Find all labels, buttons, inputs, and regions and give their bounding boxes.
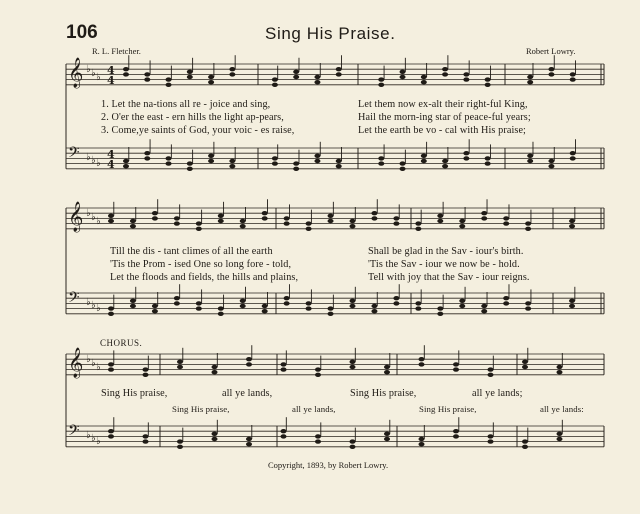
system1-verse3-b: Let the earth be vo - cal with His praise;	[358, 125, 526, 136]
note	[166, 77, 172, 81]
time-signature-bottom: 4	[107, 158, 115, 171]
note	[306, 227, 312, 231]
note	[328, 306, 334, 310]
composer-credit: Robert Lowry.	[526, 46, 576, 56]
note	[463, 77, 469, 81]
bass-clef-icon: 𝄢	[68, 289, 80, 310]
note	[393, 216, 399, 220]
note	[123, 72, 129, 76]
note	[437, 306, 443, 310]
note	[177, 439, 183, 443]
note	[152, 304, 158, 308]
note	[166, 156, 172, 160]
chorus-bass-lyric-3: Sing His praise,	[419, 404, 477, 414]
treble-clef-icon: 𝄞	[68, 348, 84, 378]
note	[187, 167, 193, 171]
note	[393, 296, 399, 300]
note	[143, 373, 149, 377]
note	[557, 370, 563, 374]
note	[229, 164, 235, 168]
flat-icon: ♭	[96, 436, 101, 447]
note	[481, 216, 487, 220]
note	[488, 367, 494, 371]
note	[144, 156, 150, 160]
note	[281, 429, 287, 433]
note	[488, 373, 494, 377]
system1-verse2-b: Hail the morn-ing star of peace-ful years;	[358, 112, 531, 123]
note	[485, 77, 491, 81]
note	[336, 159, 342, 163]
note	[218, 312, 224, 316]
note	[196, 227, 202, 231]
note	[152, 309, 158, 313]
note	[218, 219, 224, 223]
note	[503, 221, 509, 225]
note	[246, 437, 252, 441]
note	[421, 80, 427, 84]
note	[384, 432, 390, 436]
note	[108, 434, 114, 438]
note	[284, 301, 290, 305]
chorus-lyric-2: all ye lands,	[222, 388, 273, 399]
note	[240, 304, 246, 308]
note	[272, 77, 278, 81]
note	[488, 434, 494, 438]
chorus-bass-lyric-2: all ye lands,	[292, 404, 336, 414]
note	[350, 365, 356, 369]
note	[525, 306, 531, 310]
time-signature-top: 4	[107, 148, 115, 161]
note	[123, 159, 129, 163]
note	[281, 367, 287, 371]
note	[378, 161, 384, 165]
flat-icon: ♭	[91, 155, 96, 166]
note	[315, 373, 321, 377]
chorus-label: CHORUS.	[100, 338, 143, 348]
flat-icon: ♭	[96, 216, 101, 227]
note	[569, 224, 575, 228]
note	[293, 70, 299, 74]
note	[174, 216, 180, 220]
note	[481, 304, 487, 308]
note	[229, 67, 235, 71]
note	[315, 367, 321, 371]
note	[328, 219, 334, 223]
copyright-notice: Copyright, 1893, by Robert Lowry.	[268, 460, 389, 470]
note	[570, 72, 576, 76]
time-signature-top: 4	[107, 64, 115, 77]
note	[123, 164, 129, 168]
note	[481, 211, 487, 215]
note	[485, 83, 491, 87]
note	[144, 77, 150, 81]
note	[143, 367, 149, 371]
note	[453, 367, 459, 371]
flat-icon: ♭	[86, 430, 91, 441]
note	[569, 219, 575, 223]
note	[569, 304, 575, 308]
lyricist-credit: R. L. Fletcher.	[92, 46, 141, 56]
note	[315, 439, 321, 443]
bass-clef-icon: 𝄢	[68, 422, 80, 443]
note	[415, 221, 421, 225]
note	[229, 72, 235, 76]
note	[393, 221, 399, 225]
note	[218, 306, 224, 310]
system2-verse3-a: Let the floods and fields, the hills and plains,	[110, 272, 299, 283]
note	[208, 154, 214, 158]
note	[284, 221, 290, 225]
note	[208, 75, 214, 79]
note	[350, 219, 356, 223]
note	[527, 75, 533, 79]
note	[293, 161, 299, 165]
note	[212, 432, 218, 436]
note	[208, 159, 214, 163]
note	[384, 437, 390, 441]
note	[400, 161, 406, 165]
note	[229, 159, 235, 163]
note	[306, 306, 312, 310]
flat-icon: ♭	[96, 303, 101, 314]
note	[174, 301, 180, 305]
note	[570, 77, 576, 81]
note	[569, 299, 575, 303]
note	[174, 296, 180, 300]
note	[314, 159, 320, 163]
flat-icon: ♭	[86, 354, 91, 365]
note	[442, 164, 448, 168]
note	[548, 67, 554, 71]
note	[548, 164, 554, 168]
system2-verse2-b: 'Tis the Sav - iour we now be - hold.	[368, 259, 520, 270]
flat-icon: ♭	[91, 433, 96, 444]
note	[453, 429, 459, 433]
note	[419, 437, 425, 441]
note	[306, 221, 312, 225]
treble-clef-icon: 𝄞	[68, 202, 84, 232]
note	[212, 437, 218, 441]
note	[481, 309, 487, 313]
chorus-lyric-3: Sing His praise,	[350, 388, 417, 399]
note	[527, 154, 533, 158]
note	[371, 309, 377, 313]
note	[453, 362, 459, 366]
note	[350, 360, 356, 364]
time-signature-bottom: 4	[107, 74, 115, 87]
note	[371, 216, 377, 220]
note	[336, 164, 342, 168]
note	[328, 214, 334, 218]
note	[522, 445, 528, 449]
note	[557, 432, 563, 436]
note	[284, 216, 290, 220]
note	[400, 70, 406, 74]
note	[350, 304, 356, 308]
note	[350, 445, 356, 449]
note	[548, 159, 554, 163]
note	[143, 434, 149, 438]
note	[130, 299, 136, 303]
note	[262, 309, 268, 313]
note	[240, 299, 246, 303]
note	[108, 306, 114, 310]
note	[548, 72, 554, 76]
note	[187, 161, 193, 165]
hymn-title: Sing His Praise.	[265, 24, 396, 43]
flat-icon: ♭	[91, 68, 96, 79]
note	[293, 75, 299, 79]
note	[463, 156, 469, 160]
note	[415, 306, 421, 310]
note	[272, 161, 278, 165]
note	[437, 214, 443, 218]
note	[130, 219, 136, 223]
note	[108, 429, 114, 433]
note	[174, 221, 180, 225]
note	[212, 365, 218, 369]
note	[459, 304, 465, 308]
note	[108, 214, 114, 218]
note	[143, 439, 149, 443]
note	[400, 75, 406, 79]
note	[314, 75, 320, 79]
system1-verse1-b: Let them now ex-alt their right-ful King,	[358, 99, 528, 110]
note	[108, 312, 114, 316]
note	[442, 159, 448, 163]
chorus-bass-lyric-1: Sing His praise,	[172, 404, 230, 414]
note	[152, 211, 158, 215]
note	[378, 156, 384, 160]
flat-icon: ♭	[96, 362, 101, 373]
note	[196, 221, 202, 225]
system1-verse3-a: 3. Come,ye saints of God, your voic - es raise,	[101, 125, 295, 136]
note	[144, 151, 150, 155]
chorus-bass-lyric-4: all ye lands:	[540, 404, 584, 414]
note	[421, 75, 427, 79]
note	[503, 296, 509, 300]
note	[485, 161, 491, 165]
note	[525, 301, 531, 305]
note	[503, 301, 509, 305]
note	[314, 80, 320, 84]
note	[419, 442, 425, 446]
flat-icon: ♭	[96, 158, 101, 169]
note	[437, 312, 443, 316]
note	[218, 214, 224, 218]
note	[336, 67, 342, 71]
note	[522, 439, 528, 443]
note	[196, 301, 202, 305]
note	[419, 357, 425, 361]
system2-verse2-a: 'Tis the Prom - ised One so long fore - told,	[110, 259, 292, 270]
system1-verse2-a: 2. O'er the east - ern hills the light ap-pears,	[101, 112, 284, 123]
note	[212, 370, 218, 374]
note	[570, 156, 576, 160]
note	[378, 77, 384, 81]
note	[281, 362, 287, 366]
note	[262, 216, 268, 220]
note	[527, 80, 533, 84]
note	[166, 83, 172, 87]
note	[262, 304, 268, 308]
note	[557, 437, 563, 441]
note	[384, 365, 390, 369]
flat-icon: ♭	[86, 64, 91, 75]
note	[187, 75, 193, 79]
note	[522, 365, 528, 369]
note	[284, 296, 290, 300]
note	[281, 434, 287, 438]
note	[108, 367, 114, 371]
note	[293, 167, 299, 171]
note	[463, 151, 469, 155]
page-number: 106	[66, 22, 98, 43]
system2-verse3-b: Tell with joy that the Sav - iour reigns.	[368, 272, 530, 283]
system2-verse1-b: Shall be glad in the Sav - iour's birth.	[368, 246, 524, 257]
note	[393, 301, 399, 305]
note	[196, 306, 202, 310]
note	[315, 434, 321, 438]
flat-icon: ♭	[86, 152, 91, 163]
note	[384, 370, 390, 374]
flat-icon: ♭	[91, 300, 96, 311]
note	[570, 151, 576, 155]
note	[371, 304, 377, 308]
note	[177, 360, 183, 364]
flat-icon: ♭	[91, 358, 96, 369]
note	[488, 439, 494, 443]
system2-verse1-a: Till the dis - tant climes of all the earth	[110, 246, 273, 257]
note	[419, 362, 425, 366]
note	[371, 211, 377, 215]
note	[525, 227, 531, 231]
note	[144, 72, 150, 76]
note	[272, 156, 278, 160]
note	[240, 224, 246, 228]
note	[378, 83, 384, 87]
note	[177, 365, 183, 369]
note	[246, 442, 252, 446]
note	[350, 224, 356, 228]
note	[123, 67, 129, 71]
note	[503, 216, 509, 220]
chorus-lyric-4: all ye lands;	[472, 388, 523, 399]
note	[442, 72, 448, 76]
note	[557, 365, 563, 369]
note	[177, 445, 183, 449]
note	[108, 362, 114, 366]
note	[415, 227, 421, 231]
note	[459, 219, 465, 223]
note	[400, 167, 406, 171]
note	[437, 219, 443, 223]
note	[442, 67, 448, 71]
note	[246, 357, 252, 361]
note	[463, 72, 469, 76]
note	[262, 211, 268, 215]
note	[208, 80, 214, 84]
note	[421, 159, 427, 163]
note	[246, 362, 252, 366]
note	[525, 221, 531, 225]
note	[314, 154, 320, 158]
note	[336, 72, 342, 76]
note	[415, 301, 421, 305]
note	[108, 219, 114, 223]
note	[166, 161, 172, 165]
flat-icon: ♭	[86, 297, 91, 308]
treble-clef-icon: 𝄞	[68, 58, 84, 88]
note	[527, 159, 533, 163]
note	[350, 299, 356, 303]
flat-icon: ♭	[86, 208, 91, 219]
chorus-lyric-1: Sing His praise,	[101, 388, 168, 399]
note	[130, 304, 136, 308]
note	[306, 301, 312, 305]
note	[240, 219, 246, 223]
note	[328, 312, 334, 316]
note	[421, 154, 427, 158]
bass-clef-icon: 𝄢	[68, 144, 80, 165]
note	[152, 216, 158, 220]
system1-verse1-a: 1. Let the na-tions all re - joice and sing,	[101, 99, 271, 110]
note	[485, 156, 491, 160]
note	[187, 70, 193, 74]
note	[522, 360, 528, 364]
note	[459, 299, 465, 303]
note	[350, 439, 356, 443]
note	[453, 434, 459, 438]
flat-icon: ♭	[91, 212, 96, 223]
note	[130, 224, 136, 228]
flat-icon: ♭	[96, 72, 101, 83]
note	[459, 224, 465, 228]
note	[272, 83, 278, 87]
